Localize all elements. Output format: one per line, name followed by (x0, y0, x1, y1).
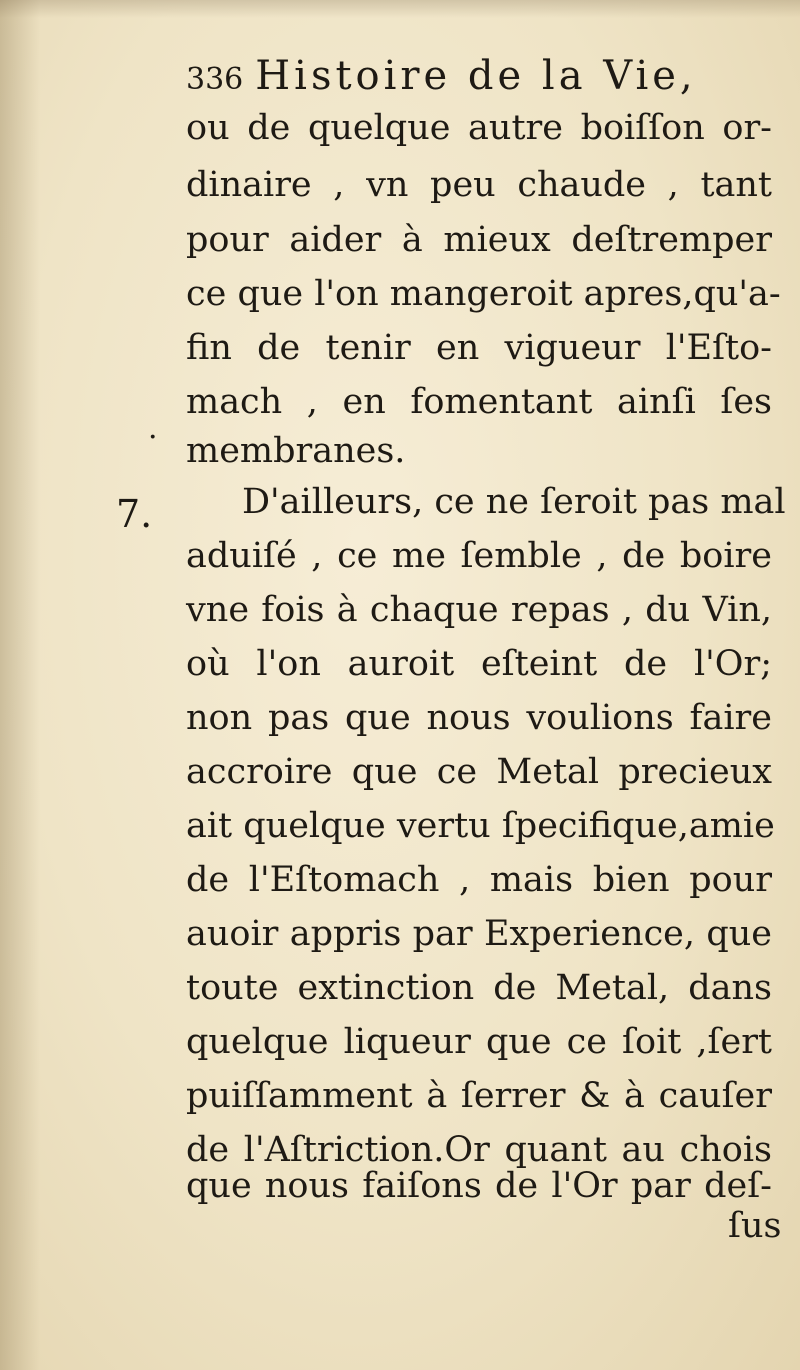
text-line: non pas que nous voulions faire (186, 698, 772, 738)
running-head (186, 52, 786, 104)
text-line: mach , en fomentant ainſi ſes (186, 382, 772, 422)
text-line: de l'Aſtriction.Or quant au chois (186, 1130, 772, 1170)
text-line: ait quelque vertu ſpecifique,amie (186, 806, 775, 846)
text-line: auoir appris par Experience, que (186, 914, 772, 954)
text-line: ce que l'on mangeroit apres,qu'a- (186, 274, 781, 314)
text-line: que nous faiſons de l'Or par deſ- (186, 1166, 772, 1206)
text-line: toute extinction de Metal, dans (186, 968, 772, 1008)
top-edge-shadow (0, 0, 800, 18)
margin-dot: · (148, 420, 158, 455)
text-line: aduiſé , ce me ſemble , de boire (186, 536, 772, 576)
text-line: pour aider à mieux deſtremper (186, 220, 772, 260)
text-line: de l'Eſtomach , mais bien pour (186, 860, 772, 900)
text-line: dinaire , vn peu chaude , tant (186, 165, 772, 205)
running-title: Histoire de la Vie, (255, 53, 697, 99)
text-line: vne fois à chaque repas , du Vin, (186, 590, 772, 630)
text-line: membranes. (186, 431, 406, 471)
page-number: 336 (186, 62, 244, 97)
text-line: fin de tenir en vigueur l'Eſto- (186, 328, 772, 368)
catchword: ſus (728, 1206, 782, 1246)
text-line: ou de quelque autre boiſſon or- (186, 108, 772, 148)
text-line: puiſſamment à ſerrer & à cauſer (186, 1076, 772, 1116)
marginal-number: 7. (116, 492, 153, 536)
text-line: D'ailleurs, ce ne ſeroit pas mal (242, 482, 786, 522)
text-line: quelque liqueur que ce ſoit ,ſert (186, 1022, 772, 1062)
text-line: où l'on auroit eſteint de l'Or; (186, 644, 772, 684)
text-line: accroire que ce Metal precieux (186, 752, 772, 792)
binding-shadow (0, 0, 40, 1370)
